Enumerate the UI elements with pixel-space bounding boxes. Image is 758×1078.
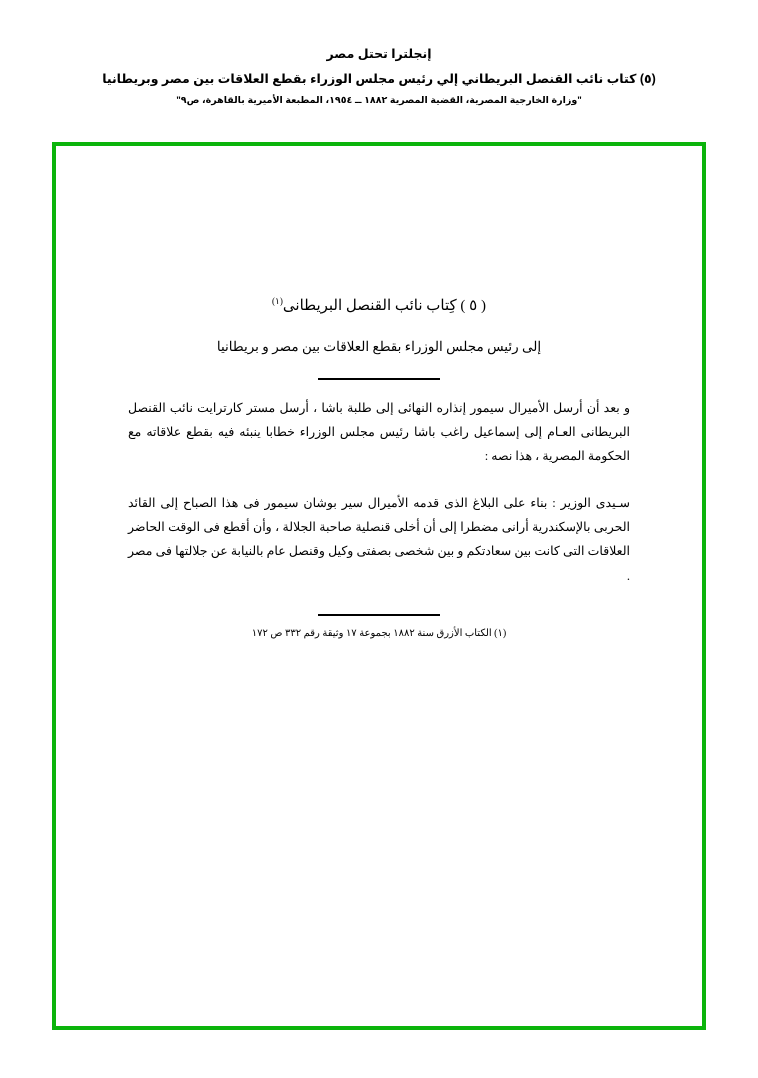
footnote-divider	[318, 614, 440, 616]
document-frame	[52, 142, 706, 1030]
paragraph-two: سـيدى الوزير : بناء على البلاغ الذى قدمه الأميرال سير بوشان سيمور فى هذا الصباح إلى القائد الحربى بالإسكندرية أرانى مضطرا إلى أن أخلى قنصلية صاحبة الجلالة ، وأن أقطع فى الوقت الحاضر العلاقات التى كانت بين سعادتكم و بين شخصى بصفتى وكيل وقنصل عام بالنيابة عن جلالتها فى مصر .	[128, 495, 630, 583]
header-subtitle: (٥) كتاب نائب القنصل البريطاني إلي رئيس مجلس الوزراء بقطع العلاقات بين مصر وبريطانيا	[102, 72, 656, 86]
footnote-text: (١) الكتاب الأزرق سنة ١٨٨٢ بجموعة ١٧ وثيقة رقم ٣٣٢ ص ١٧٢	[251, 628, 507, 640]
document-title	[128, 294, 630, 318]
document-title-footnote-marker: (١)	[272, 296, 283, 306]
document-subtitle: إلى رئيس مجلس الوزراء بقطع العلاقات بين مصر و بريطانيا	[216, 339, 542, 354]
document-body	[56, 294, 702, 642]
paragraph-one: و بعد أن أرسل الأميرال سيمور إنذاره النهائى إلى طلبة باشا ، أرسل مستر كارترايت نائب القنصل البريطانى العـام إلى إسماعيل راغب باشا رئيس مجلس الوزراء خطابا ينبئه فيه بقطع علاقاته مع الحكومة المصرية ، هذا نصه :	[128, 400, 630, 464]
header-source-citation: "وزارة الخارجية المصرية، القضية المصرية ١٨٨٢ ــ ١٩٥٤، المطبعة الأميرية بالقاهرة، ص٩"	[176, 95, 582, 106]
page-header	[0, 0, 758, 106]
document-title-text: ( ٥ ) كِتاب نائب القنصل البريطانى	[282, 298, 486, 314]
header-title: إنجلترا تحتل مصر	[326, 47, 432, 61]
title-divider	[318, 378, 440, 380]
